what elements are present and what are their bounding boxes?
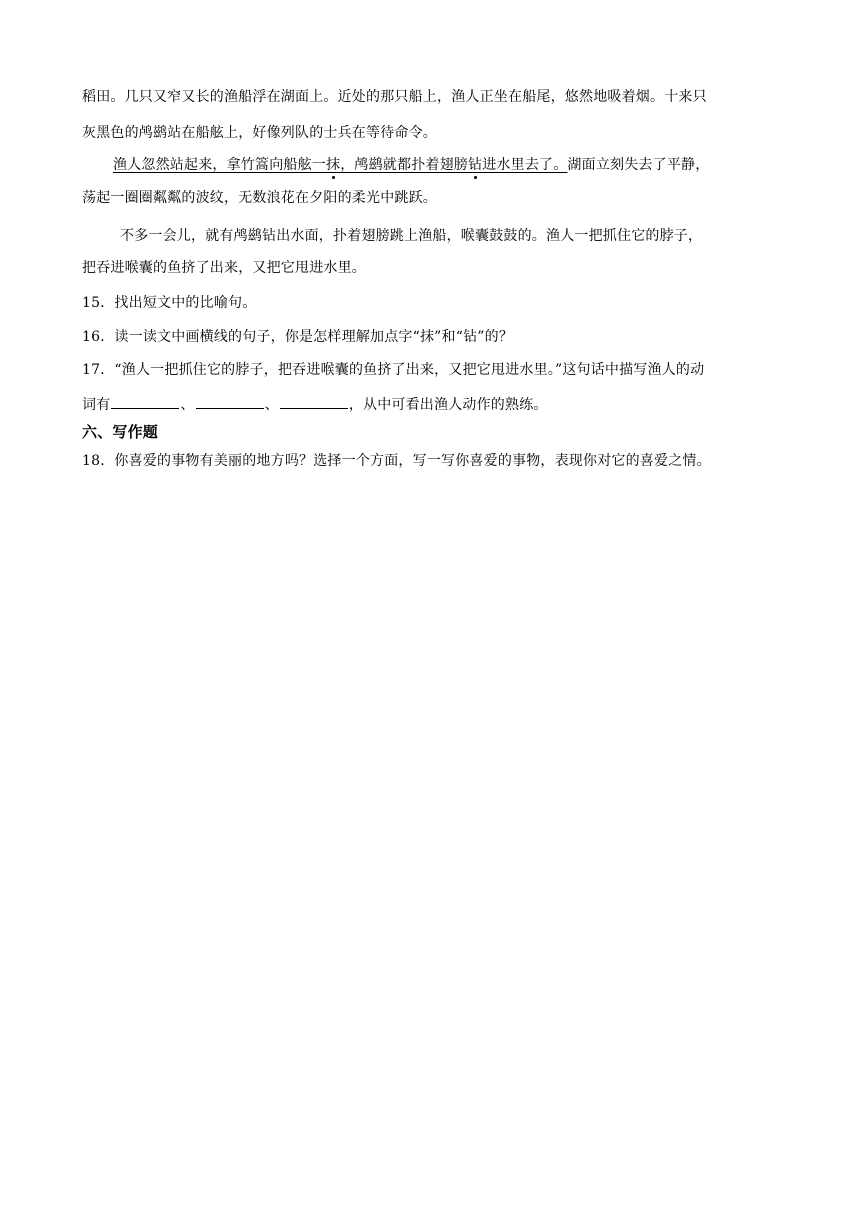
answer-blank-2[interactable] (196, 394, 264, 409)
dotted-char-zuan: 钻 (468, 157, 483, 173)
q17-separator-2: 、 (264, 397, 279, 413)
passage-p1-line1: 稻田。几只又窄又长的渔船浮在湖面上。近处的那只船上，渔人正坐在船尾，悠然地吸着烟。十来只 (82, 89, 707, 105)
passage-p2-line2: 荡起一圈圈粼粼的波纹，无数浪花在夕阳的柔光中跳跃。 (82, 190, 437, 206)
answer-blank-3[interactable] (280, 394, 348, 409)
question-16: 16．读一读文中画横线的句子，你是怎样理解加点字“抹”和“钻”的？ (82, 329, 514, 345)
passage-p3-line2: 把吞进喉囊的鱼挤了出来，又把它甩进水里。 (82, 260, 366, 276)
underlined-sentence-part-c: 进水里去了。 (482, 157, 568, 173)
question-17-line1: 17．“渔人一把抓住它的脖子，把吞进喉囊的鱼挤了出来，又把它甩进水里。”这句话中描写渔人的动 (82, 362, 705, 378)
underlined-sentence-part-b: ，鸬鹚就都扑着翅膀 (340, 157, 469, 173)
answer-blank-1[interactable] (111, 394, 179, 409)
question-15: 15．找出短文中的比喻句。 (82, 295, 257, 311)
passage-p3-line1: 不多一会儿，就有鸬鹚钻出水面，扑着翅膀跳上渔船，喉囊鼓鼓的。渔人一把抓住它的脖子， (120, 228, 703, 244)
underlined-sentence-part-a: 渔人忽然站起来，拿竹篙向船舷一 (113, 157, 326, 173)
passage-p2-rest: 湖面立刻失去了平静， (567, 157, 710, 173)
passage-p1-line2: 灰黑色的鸬鹚站在船舷上，好像列队的士兵在等待命令。 (82, 125, 437, 141)
q17-prefix: 词有 (82, 397, 111, 413)
section-heading-writing: 六、写作题 (82, 423, 159, 441)
question-17-line2 (82, 394, 548, 415)
q17-separator-1: 、 (180, 397, 195, 413)
q17-suffix: ，从中可看出渔人动作的熟练。 (348, 397, 548, 413)
dotted-char-mo: 抹 (326, 157, 341, 173)
question-18: 18．你喜爱的事物有美丽的地方吗？选择一个方面，写一写你喜爱的事物，表现你对它的喜爱之情。 (82, 453, 711, 469)
passage-p2-line1 (113, 155, 709, 175)
